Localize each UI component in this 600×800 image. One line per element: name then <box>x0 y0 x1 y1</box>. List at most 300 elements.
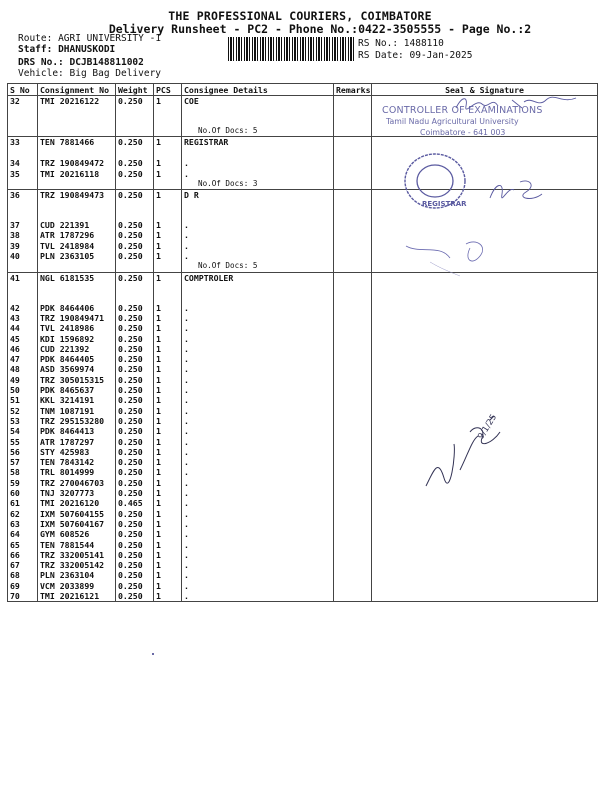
row-weight: 0.250 <box>116 406 154 416</box>
row-weight: 0.250 <box>116 550 154 560</box>
row-remarks <box>334 344 372 354</box>
row-consignment: TNM 1087191 <box>38 406 116 416</box>
row-pcs: 1 <box>154 560 182 570</box>
runsheet-title: Delivery Runsheet - PC2 - Phone No.:0422-3505555 - Page No.:2 <box>108 22 532 36</box>
docs-count: No.Of Docs: 3 <box>182 179 334 190</box>
row-remarks <box>334 375 372 385</box>
row-consignment: TVL 2418986 <box>38 323 116 333</box>
controller-stamp-line2: Tamil Nadu Agricultural University <box>386 117 519 126</box>
row-consignee-dot: . <box>182 334 334 344</box>
row-consignee-dot: . <box>182 344 334 354</box>
row-remarks <box>334 230 372 240</box>
row-sno: 44 <box>8 323 38 333</box>
row-remarks <box>334 478 372 488</box>
row-consignment: TMI 20216120 <box>38 498 116 508</box>
row-remarks <box>334 509 372 519</box>
table-row <box>8 230 598 240</box>
row-consignee: COMPTROLER <box>182 272 334 285</box>
row-pcs: 1 <box>154 230 182 240</box>
row-remarks <box>334 498 372 508</box>
row-pcs: 1 <box>154 519 182 529</box>
runsheet-body <box>8 96 598 602</box>
row-pcs: 1 <box>154 303 182 313</box>
row-pcs: 1 <box>154 251 182 261</box>
row-seal <box>372 334 598 344</box>
row-consignment: KDI 1596892 <box>38 334 116 344</box>
row-consignment: PDK 8464406 <box>38 303 116 313</box>
row-remarks <box>334 416 372 426</box>
row-sno: 59 <box>8 478 38 488</box>
row-seal <box>372 364 598 374</box>
row-sno: 42 <box>8 303 38 313</box>
row-pcs: 1 <box>154 416 182 426</box>
col-details: Consignee Details <box>182 84 334 96</box>
row-sno: 58 <box>8 467 38 477</box>
row-pcs: 1 <box>154 550 182 560</box>
table-row <box>8 364 598 374</box>
table-row <box>8 385 598 395</box>
row-consignee-dot: . <box>182 550 334 560</box>
rs-no-line: RS No.: 1488110 <box>358 38 444 49</box>
row-pcs: 1 <box>154 540 182 550</box>
row-consignment: IXM 507604155 <box>38 509 116 519</box>
row-weight: 0.250 <box>116 323 154 333</box>
row-pcs: 1 <box>154 354 182 364</box>
row-weight: 0.250 <box>116 354 154 364</box>
row-consignment: CUD 221391 <box>38 220 116 230</box>
row-consignment: TRZ 190849473 <box>38 190 116 203</box>
table-row <box>8 303 598 313</box>
row-pcs: 1 <box>154 323 182 333</box>
comptroller-signature-date: 9/1/25 <box>476 412 500 442</box>
row-consignee-dot: . <box>182 498 334 508</box>
row-sno: 35 <box>8 169 38 179</box>
row-weight: 0.250 <box>116 529 154 539</box>
col-weight: Weight <box>116 84 154 96</box>
row-seal <box>372 344 598 354</box>
row-weight: 0.250 <box>116 251 154 261</box>
table-row <box>8 560 598 570</box>
row-consignment: TMI 20216118 <box>38 169 116 179</box>
row-consignment: PDK 8464405 <box>38 354 116 364</box>
row-consignment: GYM 608526 <box>38 529 116 539</box>
table-row <box>8 323 598 333</box>
docs-row <box>8 261 598 272</box>
row-consignment: PDK 8465637 <box>38 385 116 395</box>
row-consignee-dot: . <box>182 354 334 364</box>
row-weight: 0.250 <box>116 190 154 203</box>
row-pcs: 1 <box>154 467 182 477</box>
row-consignment: IXM 507604167 <box>38 519 116 529</box>
row-weight: 0.250 <box>116 220 154 230</box>
company-title: THE PROFESSIONAL COURIERS, COIMBATORE <box>168 9 432 23</box>
row-consignee-dot: . <box>182 467 334 477</box>
row-sno: 54 <box>8 426 38 436</box>
row-consignee-dot: . <box>182 447 334 457</box>
row-consignee: D R <box>182 190 334 203</box>
row-pcs: 1 <box>154 334 182 344</box>
row-sno: 60 <box>8 488 38 498</box>
table-row <box>8 137 598 150</box>
spacer-row <box>8 285 598 294</box>
row-consignment: STY 425983 <box>38 447 116 457</box>
row-seal <box>372 550 598 560</box>
table-row <box>8 313 598 323</box>
row-pcs: 1 <box>154 581 182 591</box>
row-weight: 0.250 <box>116 241 154 251</box>
row-weight: 0.250 <box>116 272 154 285</box>
row-remarks <box>334 488 372 498</box>
row-consignee-dot: . <box>182 457 334 467</box>
row-sno: 41 <box>8 272 38 285</box>
controller-stamp-line3: Coimbatore - 641 003 <box>420 128 506 137</box>
col-sno: S No <box>8 84 38 96</box>
table-row <box>8 395 598 405</box>
row-remarks <box>334 560 372 570</box>
row-seal <box>372 519 598 529</box>
row-consignee-dot: . <box>182 437 334 447</box>
row-remarks <box>334 529 372 539</box>
row-sno: 61 <box>8 498 38 508</box>
row-pcs: 1 <box>154 158 182 168</box>
row-weight: 0.250 <box>116 158 154 168</box>
row-pcs: 1 <box>154 385 182 395</box>
row-consignee-dot: . <box>182 416 334 426</box>
runsheet-table <box>7 83 598 602</box>
row-consignment: TEN 7881466 <box>38 137 116 150</box>
row-remarks <box>334 241 372 251</box>
row-weight: 0.250 <box>116 395 154 405</box>
barcode <box>228 37 354 61</box>
row-weight: 0.250 <box>116 426 154 436</box>
row-weight: 0.250 <box>116 230 154 240</box>
table-row <box>8 251 598 261</box>
row-pcs: 1 <box>154 447 182 457</box>
row-consignee-dot: . <box>182 395 334 405</box>
row-remarks <box>334 591 372 602</box>
col-pcs: PCS <box>154 84 182 96</box>
row-pcs: 1 <box>154 137 182 150</box>
table-row <box>8 509 598 519</box>
row-consignment: CUD 221392 <box>38 344 116 354</box>
row-consignee-dot: . <box>182 169 334 179</box>
row-remarks <box>334 158 372 168</box>
row-remarks <box>334 169 372 179</box>
row-weight: 0.250 <box>116 478 154 488</box>
row-pcs: 1 <box>154 272 182 285</box>
table-row <box>8 241 598 251</box>
row-sno: 33 <box>8 137 38 150</box>
row-consignee-dot: . <box>182 158 334 168</box>
row-consignee-dot: . <box>182 251 334 261</box>
row-weight: 0.250 <box>116 447 154 457</box>
col-seal: Seal & Signature <box>372 84 598 96</box>
comptroller-signature-icon <box>420 414 510 500</box>
row-remarks <box>334 190 372 203</box>
row-remarks <box>334 334 372 344</box>
row-remarks <box>334 406 372 416</box>
row-weight: 0.250 <box>116 96 154 109</box>
spacer-row <box>8 294 598 303</box>
row-consignee-dot: . <box>182 570 334 580</box>
row-sno: 51 <box>8 395 38 405</box>
row-consignment: TRZ 295153280 <box>38 416 116 426</box>
row-consignee-dot: . <box>182 529 334 539</box>
row-weight: 0.250 <box>116 364 154 374</box>
row-pcs: 1 <box>154 364 182 374</box>
row-seal <box>372 395 598 405</box>
row-sno: 34 <box>8 158 38 168</box>
row-pcs: 1 <box>154 426 182 436</box>
row-sno: 46 <box>8 344 38 354</box>
table-row <box>8 272 598 285</box>
row-sno: 47 <box>8 354 38 364</box>
row-consignment: TMI 20216122 <box>38 96 116 109</box>
table-row <box>8 591 598 602</box>
row-consignee: REGISTRAR <box>182 137 334 150</box>
row-sno: 66 <box>8 550 38 560</box>
table-row <box>8 550 598 560</box>
row-remarks <box>334 457 372 467</box>
row-consignment: TRZ 332005142 <box>38 560 116 570</box>
row-sno: 67 <box>8 560 38 570</box>
row-consignee-dot: . <box>182 560 334 570</box>
row-sno: 68 <box>8 570 38 580</box>
row-consignee-dot: . <box>182 509 334 519</box>
row-consignee-dot: . <box>182 385 334 395</box>
row-seal <box>372 529 598 539</box>
row-pcs: 1 <box>154 457 182 467</box>
table-row <box>8 540 598 550</box>
row-consignee-dot: . <box>182 241 334 251</box>
row-weight: 0.250 <box>116 169 154 179</box>
row-consignee-dot: . <box>182 591 334 602</box>
row-consignment: TMI 20216121 <box>38 591 116 602</box>
docs-count: No.Of Docs: 5 <box>182 126 334 137</box>
row-consignment: TEN 7881544 <box>38 540 116 550</box>
row-remarks <box>334 220 372 230</box>
row-seal <box>372 591 598 602</box>
spacer-row <box>8 211 598 220</box>
row-sno: 36 <box>8 190 38 203</box>
row-remarks <box>334 467 372 477</box>
row-seal <box>372 375 598 385</box>
row-remarks <box>334 323 372 333</box>
row-sno: 43 <box>8 313 38 323</box>
row-consignee-dot: . <box>182 581 334 591</box>
row-seal <box>372 354 598 364</box>
row-pcs: 1 <box>154 529 182 539</box>
row-pcs: 1 <box>154 190 182 203</box>
row-consignment: PDK 8464413 <box>38 426 116 436</box>
row-pcs: 1 <box>154 509 182 519</box>
row-consignment: TRL 8014999 <box>38 467 116 477</box>
table-row <box>8 220 598 230</box>
row-sno: 57 <box>8 457 38 467</box>
row-sno: 39 <box>8 241 38 251</box>
row-seal <box>372 560 598 570</box>
row-sno: 69 <box>8 581 38 591</box>
row-consignee-dot: . <box>182 540 334 550</box>
row-weight: 0.250 <box>116 581 154 591</box>
row-consignment: NGL 6181535 <box>38 272 116 285</box>
row-pcs: 1 <box>154 437 182 447</box>
row-pcs: 1 <box>154 406 182 416</box>
row-remarks <box>334 313 372 323</box>
row-consignee-dot: . <box>182 364 334 374</box>
row-sno: 48 <box>8 364 38 374</box>
table-row <box>8 529 598 539</box>
table-row <box>8 519 598 529</box>
row-consignment: TEN 7843142 <box>38 457 116 467</box>
table-row <box>8 334 598 344</box>
row-consignment: TRZ 332005141 <box>38 550 116 560</box>
row-pcs: 1 <box>154 313 182 323</box>
row-seal <box>372 385 598 395</box>
row-remarks <box>334 272 372 285</box>
row-sno: 64 <box>8 529 38 539</box>
row-pcs: 1 <box>154 395 182 405</box>
row-weight: 0.250 <box>116 375 154 385</box>
row-remarks <box>334 385 372 395</box>
registrar-signature-icon <box>486 176 546 206</box>
row-seal <box>372 220 598 230</box>
row-weight: 0.250 <box>116 488 154 498</box>
table-row <box>8 344 598 354</box>
col-consignment: Consignment No <box>38 84 116 96</box>
drs-line: DRS No.: DCJB148811002 <box>18 57 144 68</box>
row-pcs: 1 <box>154 478 182 488</box>
spacer-row <box>8 149 598 158</box>
row-remarks <box>334 426 372 436</box>
row-pcs: 1 <box>154 498 182 508</box>
row-sno: 70 <box>8 591 38 602</box>
row-remarks <box>334 437 372 447</box>
row-sno: 32 <box>8 96 38 109</box>
row-consignee: COE <box>182 96 334 109</box>
docs-row <box>8 126 598 137</box>
row-consignment: TRZ 270046703 <box>38 478 116 488</box>
row-consignment: PLN 2363104 <box>38 570 116 580</box>
row-remarks <box>334 581 372 591</box>
row-seal <box>372 137 598 150</box>
row-sno: 50 <box>8 385 38 395</box>
row-consignment: ATR 1787297 <box>38 437 116 447</box>
docs-count: No.Of Docs: 5 <box>182 261 334 272</box>
row-sno: 65 <box>8 540 38 550</box>
row-seal <box>372 540 598 550</box>
row-weight: 0.250 <box>116 313 154 323</box>
row-pcs: 1 <box>154 375 182 385</box>
row-seal <box>372 323 598 333</box>
row-consignment: KKL 3214191 <box>38 395 116 405</box>
staff-line: Staff: DHANUSKODI <box>18 44 116 55</box>
row-sno: 63 <box>8 519 38 529</box>
row-consignment: TNJ 3207773 <box>38 488 116 498</box>
table-row <box>8 581 598 591</box>
row-consignee-dot: . <box>182 375 334 385</box>
row-consignee-dot: . <box>182 406 334 416</box>
row-consignee-dot: . <box>182 230 334 240</box>
table-row <box>8 354 598 364</box>
stray-mark <box>152 653 154 655</box>
table-row <box>8 375 598 385</box>
table-row <box>8 158 598 168</box>
row-sno: 49 <box>8 375 38 385</box>
row-consignee-dot: . <box>182 426 334 436</box>
row-sno: 38 <box>8 230 38 240</box>
row-seal <box>372 303 598 313</box>
rs-date-line: RS Date: 09-Jan-2025 <box>358 50 473 61</box>
row-pcs: 1 <box>154 591 182 602</box>
row-weight: 0.250 <box>116 385 154 395</box>
row-consignee-dot: . <box>182 220 334 230</box>
row-sno: 55 <box>8 437 38 447</box>
row-weight: 0.250 <box>116 334 154 344</box>
row-weight: 0.250 <box>116 591 154 602</box>
row-sno: 45 <box>8 334 38 344</box>
row-seal <box>372 509 598 519</box>
row-consignee-dot: . <box>182 313 334 323</box>
row-sno: 53 <box>8 416 38 426</box>
row-sno: 37 <box>8 220 38 230</box>
row-sno: 62 <box>8 509 38 519</box>
row-pcs: 1 <box>154 344 182 354</box>
row-weight: 0.250 <box>116 344 154 354</box>
row-weight: 0.250 <box>116 570 154 580</box>
row-pcs: 1 <box>154 488 182 498</box>
row-consignee-dot: . <box>182 303 334 313</box>
table-row <box>8 570 598 580</box>
row-consignment: ASD 3569974 <box>38 364 116 374</box>
row-remarks <box>334 540 372 550</box>
row-weight: 0.250 <box>116 437 154 447</box>
row-pcs: 1 <box>154 570 182 580</box>
dr-signature-icon <box>400 236 500 282</box>
row-consignment: TRZ 305015315 <box>38 375 116 385</box>
row-weight: 0.250 <box>116 540 154 550</box>
row-remarks <box>334 519 372 529</box>
row-consignee-dot: . <box>182 478 334 488</box>
controller-stamp-line1: CONTROLLER OF EXAMINATIONS <box>382 105 543 116</box>
row-weight: 0.250 <box>116 303 154 313</box>
row-pcs: 1 <box>154 96 182 109</box>
row-remarks <box>334 251 372 261</box>
row-consignment: TVL 2418984 <box>38 241 116 251</box>
row-sno: 40 <box>8 251 38 261</box>
controller-signature-icon <box>452 94 582 114</box>
row-weight: 0.250 <box>116 416 154 426</box>
row-remarks <box>334 364 372 374</box>
row-consignment: PLN 2363105 <box>38 251 116 261</box>
row-seal <box>372 313 598 323</box>
row-sno: 52 <box>8 406 38 416</box>
row-seal <box>372 570 598 580</box>
row-remarks <box>334 447 372 457</box>
row-weight: 0.250 <box>116 560 154 570</box>
row-weight: 0.465 <box>116 498 154 508</box>
col-remarks: Remarks <box>334 84 372 96</box>
row-weight: 0.250 <box>116 457 154 467</box>
row-consignee-dot: . <box>182 519 334 529</box>
row-consignment: ATR 1787296 <box>38 230 116 240</box>
row-pcs: 1 <box>154 241 182 251</box>
row-remarks <box>334 395 372 405</box>
row-sno: 56 <box>8 447 38 457</box>
row-remarks <box>334 550 372 560</box>
row-pcs: 1 <box>154 169 182 179</box>
row-consignment: VCM 2033899 <box>38 581 116 591</box>
